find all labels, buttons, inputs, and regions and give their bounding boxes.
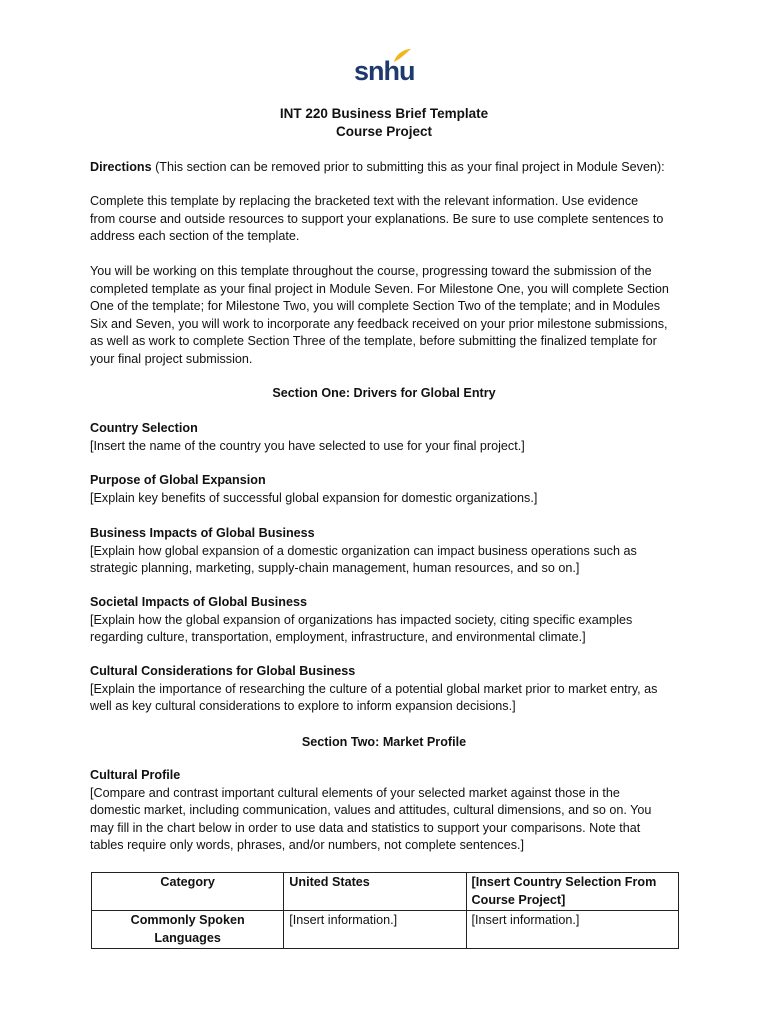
table-row	[92, 911, 679, 949]
directions	[90, 159, 690, 177]
para-milestones: You will be working on this template throughout the course, progressing toward the submission of the completed template as your final project in Module Seven. For Milestone One, you will complete Section One of the template; for Milestone Two, you will complete Section Two of the template; and in Modules Six and Seven, you will work to incorporate any feedback received on your prior milestone submissions, as well as work to complete Section Three of the template, before submitting the finalized template for your final project submission.	[90, 264, 669, 366]
table-cell-us: [Insert information.]	[284, 911, 466, 949]
purpose-expansion: Purpose of Global Expansion [Explain key benefits of successful global expansion for domestic organizations.]	[90, 473, 538, 505]
cultural-profile-table	[91, 872, 679, 949]
table-header-country: [Insert Country Selection From Course Project]	[466, 873, 678, 911]
table-cell-country: [Insert information.]	[466, 911, 678, 949]
table-cell-category: Commonly Spoken Languages	[92, 911, 284, 949]
logo-text: snhu	[354, 56, 415, 86]
societal-impacts: Societal Impacts of Global Business [Explain how the global expansion of organizations has impacted society, citing specific examples regarding culture, transportation, employment, infrastructure, and environmental climate.]	[90, 595, 633, 644]
business-impacts: Business Impacts of Global Business [Explain how global expansion of a domestic organization can impact business operations such as strategic planning, marketing, supply-chain management, human resources, and so on.]	[90, 526, 637, 575]
cultural-considerations: Cultural Considerations for Global Business [Explain the importance of researching the culture of a potential global market prior to market entry, as well as key cultural considerations to explore to inform expansion decisions.]	[90, 664, 658, 713]
leaf-icon	[392, 48, 412, 64]
table-header-us: United States	[284, 873, 466, 911]
table-header-category: Category	[92, 873, 284, 911]
country-selection: Country Selection [Insert the name of the country you have selected to use for your final project.]	[90, 421, 525, 453]
directions-text: (This section can be removed prior to submitting this as your final project in Module Seven):	[151, 160, 665, 174]
snhu-logo	[354, 48, 414, 88]
section-two-heading: Section Two: Market Profile	[301, 735, 467, 749]
para-instructions: Complete this template by replacing the bracketed text with the relevant information. Use evidence from course and outside resources to support your explanations. Be sure to use complete sentences to address each section of the template.	[90, 194, 664, 243]
doc-title: INT 220 Business Brief Template	[279, 106, 489, 121]
cultural-profile: Cultural Profile [Compare and contrast important cultural elements of your selected market against those in the domestic market, including communication, values and attitudes, cultural dimensions, and so on. You may fill in the chart below in order to use data and statistics to support your comparisons. Note that tables require only words, phrases, and/or numbers, not complete sentences.]	[90, 768, 652, 852]
section-one-heading: Section One: Drivers for Global Entry	[272, 386, 496, 400]
doc-subtitle: Course Project	[335, 124, 433, 139]
table-header-row	[92, 873, 679, 911]
directions-label: Directions	[90, 160, 152, 174]
